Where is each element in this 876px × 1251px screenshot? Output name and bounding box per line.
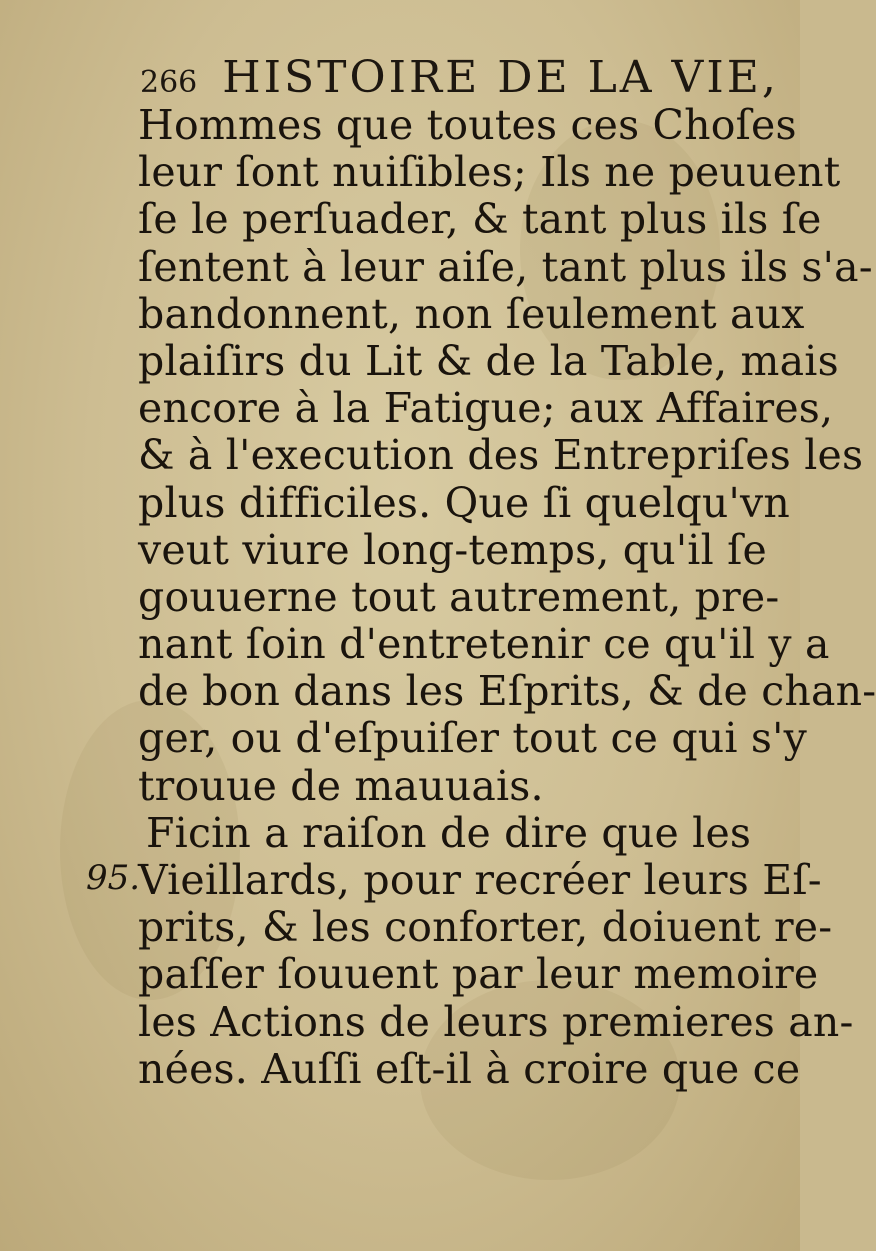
- text-line: nant ſoin d'entretenir ce qu'il y a: [138, 620, 830, 669]
- text-line: Hommes que toutes ces Choſes: [138, 101, 797, 149]
- text-line: les Actions de leurs premieres an-: [138, 997, 854, 1046]
- text-line: plus difficiles. Que ſi quelqu'vn: [138, 478, 790, 527]
- text-line: nées. Auſſi eſt-il à croire que ce: [138, 1044, 801, 1093]
- text-line: Vieillards, pour recréer leurs Eſ-: [138, 856, 822, 904]
- text-line: de bon dans les Eſprits, & de chan-: [138, 667, 876, 716]
- text-line: prits, & les conforter, doiuent re-: [138, 903, 833, 952]
- text-line: encore à la Fatigue; aux Affaires,: [138, 384, 834, 433]
- text-line: paſſer ſouuent par leur memoire: [138, 950, 819, 999]
- text-line: & à l'execution des Entrepriſes les: [138, 431, 864, 480]
- text-line: ſe le perſuader, & tant plus ils ſe: [138, 195, 822, 244]
- text-line: Ficin a raiſon de dire que les: [146, 808, 752, 857]
- text-line: leur ſont nuiſibles; Ils ne peuuent: [138, 148, 841, 197]
- text-line: plaiſirs du Lit & de la Table, mais: [138, 336, 839, 385]
- margin-note: 95.: [86, 858, 141, 898]
- text-line: ger, ou d'eſpuiſer tout ce qui s'y: [138, 714, 807, 763]
- running-header: [140, 52, 779, 103]
- text-line: veut viure long-temps, qu'il ſe: [138, 525, 768, 574]
- text-line: trouue de mauuais.: [138, 761, 544, 810]
- text-line: bandonnent, non ſeulement aux: [138, 289, 805, 338]
- running-title: HISTOIRE DE LA VIE,: [222, 52, 779, 103]
- body-text: [138, 101, 876, 1093]
- text-line: gouuerne tout autrement, pre-: [138, 572, 780, 621]
- page-number: 266: [140, 65, 198, 100]
- text-line: ſentent à leur aiſe, tant plus ils s'a-: [138, 242, 873, 291]
